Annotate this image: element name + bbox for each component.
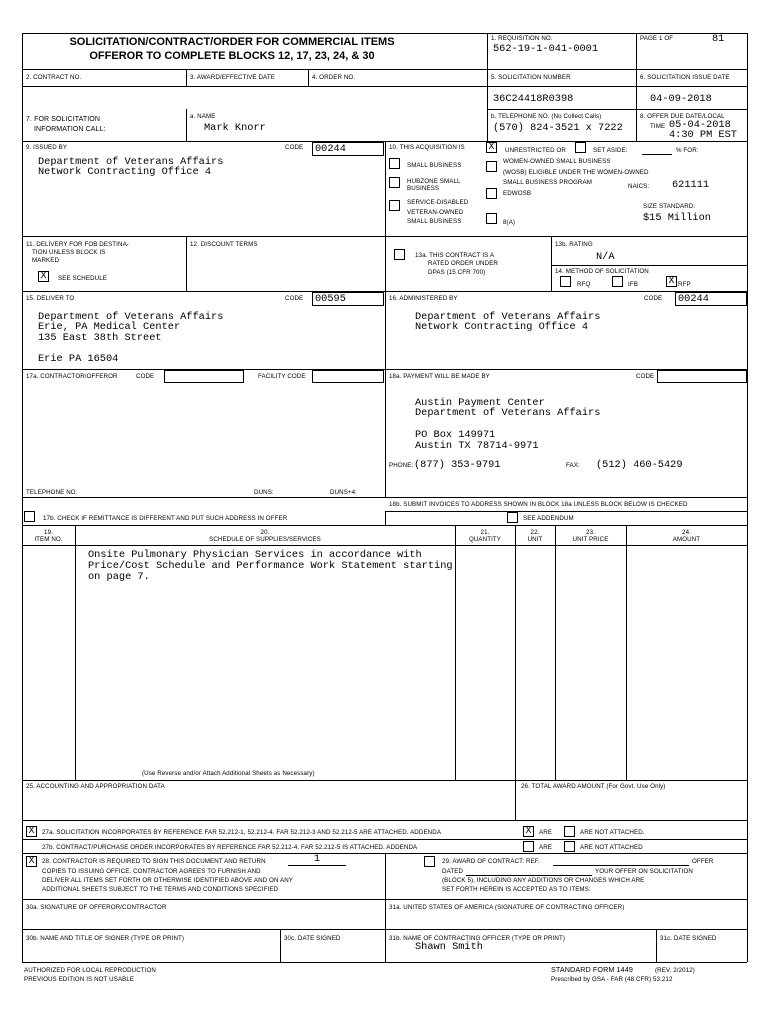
b27b-label: 27b. CONTRACT/PURCHASE ORDER INCORPORATES BY REFERENCE FAR 52.212-4. FAR 52.212-5 IS ATTACHED. ADDENDA bbox=[42, 844, 418, 851]
payment-line1: Austin Payment Center bbox=[415, 397, 545, 409]
set-aside-label: SET ASIDE: bbox=[593, 147, 628, 154]
contract-no-label: 2. CONTRACT NO. bbox=[26, 74, 82, 81]
deliver-line3: 135 East 38th Street bbox=[38, 332, 162, 344]
b27a-label: 27a. SOLICITATION INCORPORATES BY REFERENCE FAR 52.212-1, 52.212-4. FAR 52.212-3 AND 52.212-5 ARE ATTACHED. ADDENDA bbox=[42, 829, 442, 836]
schedule-header: SCHEDULE OF SUPPLIES/SERVICES bbox=[209, 536, 321, 543]
footer-previous-edition: PREVIOUS EDITION IS NOT USABLE bbox=[24, 976, 135, 983]
see-schedule-checkbox[interactable]: X bbox=[38, 271, 49, 282]
wosb-checkbox[interactable] bbox=[486, 161, 497, 172]
facility-code-field[interactable] bbox=[312, 370, 384, 383]
information-call-label: INFORMATION CALL: bbox=[34, 126, 106, 133]
order-no-label: 4. ORDER NO. bbox=[312, 74, 356, 81]
solicitation-number-value[interactable]: 36C24418R0398 bbox=[493, 93, 574, 105]
item-no-header: ITEM NO. bbox=[34, 536, 63, 543]
b27a-are-not-checkbox[interactable] bbox=[564, 826, 575, 837]
requisition-label: 1. REQUISITION NO. bbox=[491, 35, 553, 42]
acquisition-label: 10. THIS ACQUISITION IS bbox=[389, 144, 465, 151]
footer-local-reproduction: AUTHORIZED FOR LOCAL REPRODUCTION bbox=[24, 967, 156, 974]
facility-code-label: FACILITY CODE bbox=[258, 373, 306, 380]
b29-line4: SET FORTH HEREIN IS ACCEPTED AS TO ITEMS: bbox=[442, 886, 591, 893]
item-description-line3: on page 7. bbox=[88, 571, 150, 583]
set-aside-checkbox[interactable] bbox=[575, 142, 586, 153]
contractor-telephone-label: TELEPHONE NO. bbox=[26, 489, 78, 496]
offer-due-time[interactable]: 4:30 PM EST bbox=[669, 129, 737, 141]
offer-due-date[interactable]: 05-04-2018 bbox=[669, 119, 731, 131]
telephone-label: b. TELEPHONE NO. (No Collect Calls) bbox=[491, 113, 602, 120]
deliver-code-label: CODE bbox=[285, 295, 304, 302]
b29-line1: 29. AWARD OF CONTRACT: REF. bbox=[442, 858, 540, 865]
deliver-to-label: 15. DELIVER TO bbox=[26, 295, 75, 302]
admin-code-label: CODE bbox=[644, 295, 663, 302]
item-description-line2: Price/Cost Schedule and Performance Work Statement starting bbox=[88, 560, 453, 572]
telephone-value[interactable]: (570) 824-3521 x 7222 bbox=[493, 122, 623, 134]
duns-label: DUNS: bbox=[254, 489, 274, 496]
edwosb-checkbox[interactable] bbox=[486, 188, 497, 199]
payment-line4: Austin TX 78714-9971 bbox=[415, 440, 539, 452]
offer-due-label: 8. OFFER DUE DATE/LOCAL bbox=[640, 113, 725, 120]
ifb-label: IFB bbox=[628, 281, 638, 288]
issue-date-label: 6. SOLICITATION ISSUE DATE bbox=[640, 74, 730, 81]
issued-by-line2: Network Contracting Office 4 bbox=[38, 166, 212, 178]
deliver-line2: Erie, PA Medical Center bbox=[38, 321, 181, 333]
b27b-are-label: ARE bbox=[539, 844, 553, 851]
b29-ref-line[interactable] bbox=[553, 865, 689, 866]
fob-label-1: 11. DELIVERY FOR FOB DESTINA- bbox=[26, 241, 129, 248]
b28-copies-line bbox=[288, 865, 346, 866]
quantity-header: QUANTITY bbox=[468, 536, 502, 543]
b27a-checkbox[interactable]: X bbox=[26, 826, 37, 837]
submit-invoices-label: 18b. SUBMIT INVOICES TO ADDRESS SHOWN IN BLOCK 18a UNLESS BLOCK BELOW IS CHECKED bbox=[389, 501, 688, 508]
b28-checkbox[interactable]: X bbox=[26, 856, 37, 867]
see-addendum-checkbox[interactable] bbox=[507, 512, 518, 523]
b28-line3: DELIVER ALL ITEMS SET FORTH OR OTHERWISE IDENTIFIED ABOVE AND ON ANY bbox=[42, 877, 294, 884]
set-aside-percent-line[interactable] bbox=[642, 154, 672, 155]
item-no-number: 19. bbox=[44, 529, 53, 536]
ifb-checkbox[interactable] bbox=[612, 276, 623, 287]
payment-label: 18a. PAYMENT WILL BE MADE BY bbox=[389, 373, 490, 380]
contact-name-value[interactable]: Mark Knorr bbox=[204, 122, 266, 134]
remittance-checkbox[interactable] bbox=[24, 511, 35, 522]
rated-order-checkbox[interactable] bbox=[394, 249, 405, 260]
small-business-label: SMALL BUSINESS bbox=[407, 162, 462, 169]
payment-code-field[interactable] bbox=[657, 370, 747, 383]
co-signature-label: 31a. UNITED STATES OF AMERICA (SIGNATURE OF CONTRACTING OFFICER) bbox=[389, 904, 625, 911]
remittance-label: 17b. CHECK IF REMITTANCE IS DIFFERENT AND PUT SUCH ADDRESS IN OFFER bbox=[43, 515, 288, 522]
naics-value[interactable]: 621111 bbox=[672, 179, 710, 191]
issued-code-label: CODE bbox=[285, 144, 304, 151]
admin-code-value[interactable]: 00244 bbox=[675, 292, 747, 306]
issue-date-value[interactable]: 04-09-2018 bbox=[650, 93, 712, 105]
form-title-line1: SOLICITATION/CONTRACT/ORDER FOR COMMERCIAL ITEMS bbox=[69, 36, 395, 48]
page-label: PAGE 1 OF bbox=[640, 35, 674, 42]
co-name-label: 31b. NAME OF CONTRACTING OFFICER (TYPE OR PRINT) bbox=[389, 935, 565, 942]
quantity-number: 21. bbox=[480, 529, 490, 536]
offeror-date-label: 30c. DATE SIGNED bbox=[284, 935, 341, 942]
rfq-label: RFQ bbox=[577, 281, 591, 288]
for-solicitation-label: 7. FOR SOLICITATION bbox=[26, 116, 100, 123]
payment-code-label: CODE bbox=[636, 373, 655, 380]
issued-by-label: 9. ISSUED BY bbox=[26, 144, 68, 151]
item-description-line1: Onsite Pulmonary Physician Services in accordance with bbox=[88, 549, 422, 561]
b28-copies-value[interactable]: 1 bbox=[313, 853, 321, 865]
discount-terms-label: 12. DISCOUNT TERMS bbox=[190, 241, 258, 248]
contractor-label: 17a. CONTRACTOR/OFFEROR bbox=[26, 373, 118, 380]
requisition-value[interactable]: 562-19-1-041-0001 bbox=[493, 43, 599, 55]
b28-line2: COPIES TO ISSUING OFFICE. CONTRACTOR AGREES TO FURNISH AND bbox=[42, 868, 261, 875]
unrestricted-label: UNRESTRICTED OR bbox=[505, 147, 566, 154]
wosb-label-2: (WOSB) ELIGIBLE UNDER THE WOMEN-OWNED bbox=[503, 169, 649, 176]
percent-for-label: % FOR: bbox=[676, 147, 699, 154]
footer-prescribed: Prescribed by GSA - FAR (48 CFR) 53.212 bbox=[551, 976, 673, 983]
payment-fax-value[interactable]: (512) 460-5429 bbox=[596, 459, 683, 471]
time-label: TIME bbox=[650, 123, 666, 130]
see-addendum-label: SEE ADDENDUM bbox=[523, 515, 574, 522]
b27b-are-checkbox[interactable] bbox=[523, 841, 534, 852]
payment-phone-value[interactable]: (877) 353-9791 bbox=[414, 459, 501, 471]
footer-form-number: STANDARD FORM 1449 bbox=[551, 965, 633, 974]
rated-order-label-2: RATED ORDER UNDER bbox=[428, 260, 498, 267]
b27b-are-not-checkbox[interactable] bbox=[564, 841, 575, 852]
payment-fax-label: FAX: bbox=[566, 462, 580, 469]
b27a-are-label: ARE bbox=[539, 829, 553, 836]
signer-name-label: 30b. NAME AND TITLE OF SIGNER (TYPE OR PRINT) bbox=[26, 935, 185, 942]
footer-revision: (REV. 2/2012) bbox=[655, 967, 695, 974]
page-total: 81 bbox=[712, 33, 725, 45]
edwosb-label: EDWOSB bbox=[503, 190, 532, 197]
deliver-code-value[interactable]: 00595 bbox=[312, 292, 384, 306]
b29-offer-label: OFFER bbox=[692, 858, 714, 865]
b29-dated-line[interactable] bbox=[466, 875, 592, 876]
payment-phone-label: PHONE: bbox=[389, 462, 414, 469]
unit-header: UNIT bbox=[527, 536, 543, 543]
amount-header: AMOUNT bbox=[672, 536, 701, 543]
accounting-label: 25. ACCOUNTING AND APPROPRIATION DATA bbox=[26, 783, 165, 790]
b27a-are-checkbox[interactable]: X bbox=[523, 826, 534, 837]
rated-order-label-3: DPAS (15 CFR 700) bbox=[428, 269, 486, 276]
payment-line2: Department of Veterans Affairs bbox=[415, 407, 601, 419]
see-schedule-label: SEE SCHEDULE bbox=[58, 275, 107, 282]
deliver-line4: Erie PA 16504 bbox=[38, 353, 119, 365]
contractor-code-label: CODE bbox=[136, 373, 155, 380]
sdvosb-label-2: VETERAN-OWNED bbox=[407, 209, 464, 216]
fob-label-2: TION UNLESS BLOCK IS bbox=[32, 249, 106, 256]
deliver-line1: Department of Veterans Affairs bbox=[38, 311, 224, 323]
co-name-value[interactable]: Shawn Smith bbox=[415, 941, 483, 953]
unit-price-number: 23. bbox=[586, 529, 595, 536]
solicitation-number-label: 5. SOLICITATION NUMBER bbox=[491, 74, 571, 81]
unit-number: 22. bbox=[530, 529, 540, 536]
eight-a-checkbox[interactable] bbox=[486, 213, 497, 224]
form-title-line2: OFFEROR TO COMPLETE BLOCKS 12, 17, 23, 24, & 30 bbox=[89, 50, 375, 62]
unrestricted-checkbox[interactable]: X bbox=[486, 142, 497, 153]
sdvosb-label-1: SERVICE-DISABLED bbox=[407, 199, 469, 206]
b28-line1: 28. CONTRACTOR IS REQUIRED TO SIGN THIS DOCUMENT AND RETURN bbox=[42, 858, 266, 865]
award-date-label: 3. AWARD/EFFECTIVE DATE bbox=[190, 74, 275, 81]
wosb-label-1: WOMEN-OWNED SMALL BUSINESS bbox=[503, 158, 611, 165]
rfq-checkbox[interactable] bbox=[560, 276, 571, 287]
rating-label: 13b. RATING bbox=[555, 241, 593, 248]
b27b-are-not-label: ARE NOT ATTACHED bbox=[580, 844, 643, 851]
sdvosb-label-3: SMALL BUSINESS bbox=[407, 218, 462, 225]
eight-a-label: 8(A) bbox=[503, 219, 516, 226]
small-business-checkbox[interactable] bbox=[389, 158, 400, 169]
issued-by-line1: Department of Veterans Affairs bbox=[38, 156, 224, 168]
b29-checkbox[interactable] bbox=[424, 856, 435, 867]
co-date-label: 31c. DATE SIGNED bbox=[660, 935, 717, 942]
method-label: 14. METHOD OF SOLICITATION bbox=[555, 268, 649, 275]
b29-your-offer-label: YOUR OFFER ON SOLICITATION bbox=[595, 868, 693, 875]
rating-value[interactable]: N/A bbox=[596, 251, 615, 263]
administered-by-label: 16. ADMINISTERED BY bbox=[389, 295, 458, 302]
reverse-note: (Use Reverse and/or Attach Additional Sheets as Necessary) bbox=[142, 770, 315, 777]
hubzone-label-1: HUBZONE SMALL bbox=[407, 178, 461, 185]
b27a-are-not-label: ARE NOT ATTACHED. bbox=[580, 829, 645, 836]
duns4-label: DUNS+4: bbox=[330, 489, 358, 496]
sdvosb-checkbox[interactable] bbox=[389, 200, 400, 211]
schedule-number: 20. bbox=[260, 529, 270, 536]
size-standard-label: SIZE STANDARD: bbox=[643, 203, 696, 210]
hubzone-label-2: BUSINESS bbox=[407, 185, 440, 192]
wosb-label-3: SMALL BUSINESS PROGRAM bbox=[503, 179, 592, 186]
offeror-signature-label: 30a. SIGNATURE OF OFFEROR/CONTRACTOR bbox=[26, 904, 167, 911]
rfp-label: RFP bbox=[678, 281, 691, 288]
name-label: a. NAME bbox=[190, 113, 216, 120]
contractor-code-field[interactable] bbox=[164, 370, 244, 383]
b29-dated-label: DATED bbox=[442, 868, 464, 875]
payment-line3: PO Box 149971 bbox=[415, 429, 496, 441]
admin-line2: Network Contracting Office 4 bbox=[415, 321, 589, 333]
amount-number: 24. bbox=[682, 529, 691, 536]
size-standard-value[interactable]: $15 Million bbox=[643, 212, 711, 224]
b28-line4: ADDITIONAL SHEETS SUBJECT TO THE TERMS AND CONDITIONS SPECIFIED bbox=[42, 886, 279, 893]
hubzone-checkbox[interactable] bbox=[389, 177, 400, 188]
rated-order-label-1: 13a. THIS CONTRACT IS A bbox=[415, 252, 495, 259]
fob-label-3: MARKED bbox=[32, 257, 60, 264]
unit-price-header: UNIT PRICE bbox=[572, 536, 609, 543]
admin-line1: Department of Veterans Affairs bbox=[415, 311, 601, 323]
b29-line3: (BLOCK 5), INCLUDING ANY ADDITIONS OR CHANGES WHICH ARE bbox=[442, 877, 645, 884]
rfp-checkbox[interactable]: X bbox=[666, 276, 677, 287]
naics-label: NAICS: bbox=[628, 183, 650, 190]
total-award-label: 26. TOTAL AWARD AMOUNT (For Govt. Use Only) bbox=[521, 783, 666, 790]
issued-code-value[interactable]: 00244 bbox=[312, 142, 384, 156]
